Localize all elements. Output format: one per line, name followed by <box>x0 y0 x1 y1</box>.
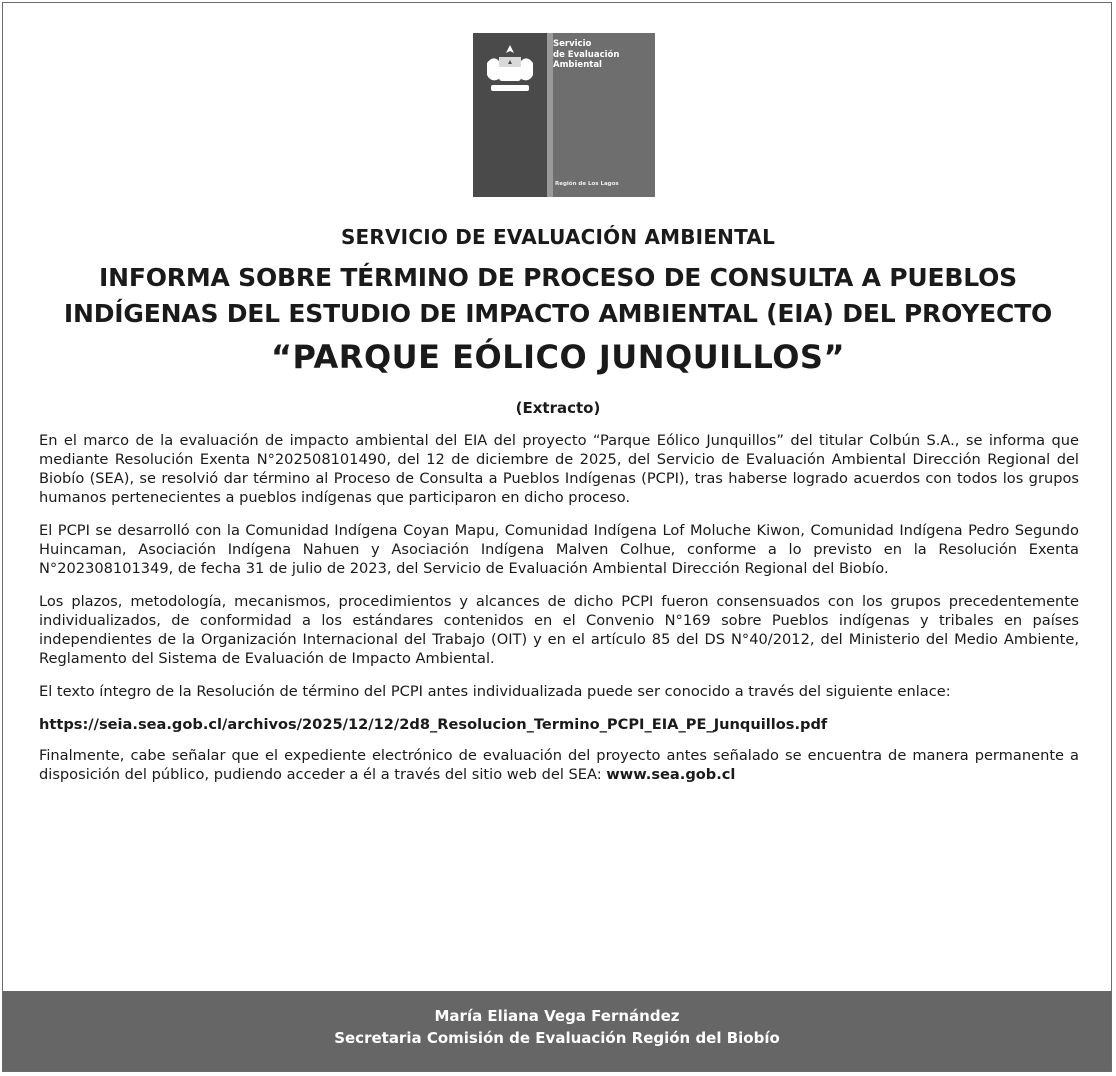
logo-region: Región de Los Lagos <box>555 181 619 187</box>
coat-of-arms-icon <box>481 41 539 97</box>
sea-website-link[interactable]: www.sea.gob.cl <box>606 766 736 783</box>
signature-footer <box>3 991 1111 1071</box>
paragraph-5-text: Finalmente, cabe señalar que el expediente electrónico de evaluación del proyecto antes señalado se encuentra de manera permanente a disposición del público, pudiendo acceder a él a través del sitio web del SEA: <box>39 747 1079 783</box>
extract-label: (Extracto) <box>515 399 601 417</box>
project-name: “PARQUE EÓLICO JUNQUILLOS” <box>270 338 845 376</box>
resolution-link[interactable]: https://seia.sea.gob.cl/archivos/2025/12/12/2d8_Resolucion_Termino_PCPI_EIA_PE_Junquillos.pdf <box>39 716 828 733</box>
title-line-1: INFORMA SOBRE TÉRMINO DE PROCESO DE CONSULTA A PUEBLOS <box>99 263 1017 292</box>
agency-heading: SERVICIO DE EVALUACIÓN AMBIENTAL <box>340 225 776 249</box>
paragraph-3: Los plazos, metodología, mecanismos, procedimientos y alcances de dicho PCPI fueron consensuados con los grupos precedentemente individualizados, de conformidad a los estándares contenidos en el Convenio N°169 sobre Pueblos indígenas y tribales en países independientes de la Organización Internacional del Trabajo (OIT) y en el artículo 85 del DS N°40/2012, del Ministerio del Medio Ambiente, Reglamento del Sistema de Evaluación de Impacto Ambiental. <box>39 593 1079 667</box>
sea-logo <box>473 33 655 197</box>
title-line-2: INDÍGENAS DEL ESTUDIO DE IMPACTO AMBIENTAL (EIA) DEL PROYECTO <box>63 299 1053 328</box>
paragraph-1: En el marco de la evaluación de impacto ambiental del EIA del proyecto “Parque Eólico Junquillos” del titular Colbún S.A., se informa que mediante Resolución Exenta N°202508101490, del 12 de diciembre de 2025, del Servicio de Evaluación Ambiental Dirección Regional del Biobío (SEA), se resolvió dar término al Proceso de Consulta a Pueblos Indígenas (PCPI), tras haberse logrado acuerdos con todos los grupos humanos pertenecientes a pueblos indígenas que participaron en dicho proceso. <box>39 432 1079 506</box>
signatory-role: Secretaria Comisión de Evaluación Región del Biobío <box>334 1029 780 1047</box>
paragraph-2: El PCPI se desarrolló con la Comunidad Indígena Coyan Mapu, Comunidad Indígena Lof Moluche Kiwon, Comunidad Indígena Pedro Segundo Huincaman, Asociación Indígena Nahuen y Asociación Indígena Malven Colhue, conforme a lo previsto en la Resolución Exenta N°202308101349, de fecha 31 de julio de 2023, del Servicio de Evaluación Ambiental Dirección Regional del Biobío. <box>39 522 1079 577</box>
notice-frame <box>2 2 1112 1072</box>
notice-body <box>39 431 1079 798</box>
paragraph-4: El texto íntegro de la Resolución de término del PCPI antes individualizada puede ser conocido a través del siguiente enlace: <box>39 683 951 700</box>
signatory-name: María Eliana Vega Fernández <box>434 1007 680 1025</box>
paragraph-5 <box>39 746 1079 784</box>
coat-of-arms-panel <box>473 33 547 197</box>
logo-wordmark: Servicio de Evaluación Ambiental <box>553 39 620 70</box>
